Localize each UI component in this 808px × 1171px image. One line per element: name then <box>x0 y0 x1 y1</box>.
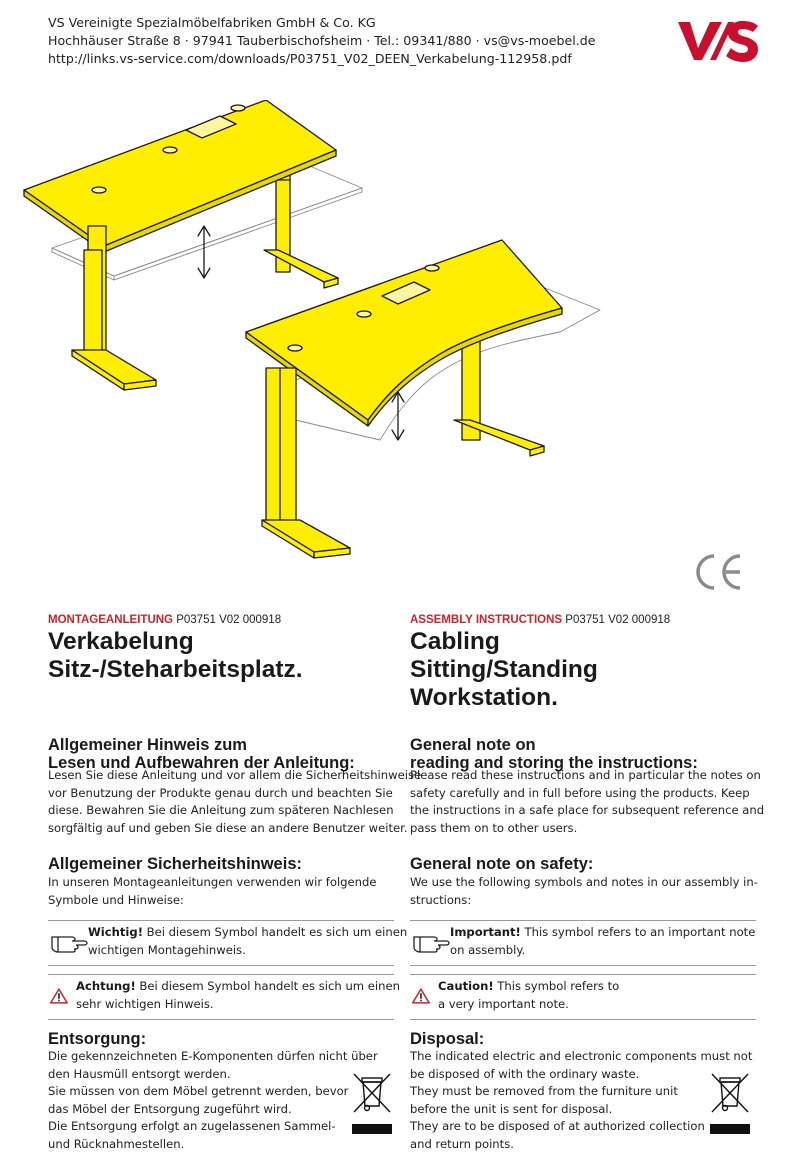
safety-body-de <box>48 874 396 909</box>
body-line: pass them on to other users. <box>410 820 578 835</box>
important-line2: on assembly. <box>450 942 526 957</box>
body-line: Symbole und Hinweise: <box>48 892 184 907</box>
body-line: We use the following symbols and notes in our assembly in- <box>410 875 758 889</box>
body-line: In unseren Montageanleitungen verwenden wir folgende <box>48 875 377 889</box>
desk1-back-leg <box>264 172 338 288</box>
desk2-height-arrow <box>392 392 404 440</box>
ce-mark-icon <box>688 550 748 594</box>
body-line: Die gekennzeichneten E-Komponenten dürfen nicht über <box>48 1049 378 1063</box>
desk1-front-leg <box>72 226 156 390</box>
desk-illustration <box>0 100 808 600</box>
title-line: Verkabelung <box>48 628 194 655</box>
title-line: Workstation. <box>410 684 558 711</box>
important-label: Important! <box>450 925 521 939</box>
caution-text: Bei diesem Symbol handelt es sich um einen <box>135 979 400 993</box>
heading-line: Allgemeiner Hinweis zum <box>48 736 247 754</box>
page-title-de <box>48 628 396 684</box>
body-line: sorgfältig auf und geben Sie diese an andere Benutzer weiter. <box>48 820 408 835</box>
doc-tag-en <box>410 614 670 626</box>
safety-heading-de <box>48 855 396 873</box>
crossed-out-wheelie-bin-icon <box>352 1072 392 1116</box>
body-line: They are to be disposed of at authorized collection <box>410 1119 705 1134</box>
body-line: Please read these instructions and in particular the notes on <box>410 768 761 782</box>
body-line: structions: <box>410 892 472 907</box>
disposal-heading-en <box>410 1030 758 1048</box>
caution-line2: a very important note. <box>438 996 569 1011</box>
caution-line1 <box>438 978 619 996</box>
document-url: http://links.vs-service.com/downloads/P03751_V02_DEEN_Verkabelung-112958.pdf <box>48 51 572 66</box>
company-name: VS Vereinigte Spezialmöbelfabriken GmbH & Co. KG <box>48 15 376 30</box>
important-text: Bei diesem Symbol handelt es sich um einen <box>143 925 408 939</box>
title-line: Cabling <box>410 628 500 655</box>
body-line: Sie müssen von dem Möbel getrennt werden, bevor <box>48 1084 349 1099</box>
important-line2: wichtigen Montagehinweis. <box>88 942 246 957</box>
heading-line: Lesen und Aufbewahren der Anleitung: <box>48 754 355 772</box>
crossed-out-wheelie-bin-icon <box>710 1072 750 1116</box>
important-line1 <box>450 924 755 942</box>
doctype-en: ASSEMBLY INSTRUCTIONS <box>410 614 563 626</box>
body-line: safety carefully and in full before using the products. Keep <box>410 785 750 800</box>
weee-bar <box>352 1124 392 1134</box>
body-line: vor Benutzung der Produkte genau durch und beachten Sie <box>48 785 393 800</box>
caution-line2: sehr wichtigen Hinweis. <box>76 996 214 1011</box>
disposal-heading-de <box>48 1030 396 1048</box>
caution-text: This symbol refers to <box>493 979 620 993</box>
important-note-de <box>48 920 408 966</box>
body-line: before the unit is sent for disposal. <box>410 1101 613 1116</box>
important-line1 <box>88 924 407 942</box>
caution-label: Caution! <box>438 979 494 993</box>
pointing-hand-icon <box>50 931 88 953</box>
disposal-body-de <box>48 1048 396 1154</box>
heading-text: Disposal: <box>410 1030 485 1048</box>
disposal-body-en <box>410 1048 758 1154</box>
heading-text: Entsorgung: <box>48 1030 147 1048</box>
warning-triangle-icon <box>50 984 76 1008</box>
doc-code-de: P03751 V02 000918 <box>176 614 282 626</box>
doctype-de: MONTAGEANLEITUNG <box>48 614 174 626</box>
caution-note-en <box>410 974 756 1020</box>
body-line: and return points. <box>410 1136 514 1151</box>
page-title-en <box>410 628 758 712</box>
title-line: Sitz-/Steharbeitsplatz. <box>48 656 303 683</box>
weee-bar <box>710 1124 750 1134</box>
important-label: Wichtig! <box>88 925 143 939</box>
vs-logo <box>676 18 760 64</box>
important-text: This symbol refers to an important note <box>520 925 756 939</box>
heading-text: Allgemeiner Sicherheitshinweis: <box>48 855 302 873</box>
safety-heading-en <box>410 855 758 873</box>
body-line: Die Entsorgung erfolgt an zugelassenen Sammel- <box>48 1119 336 1134</box>
company-address: Hochhäuser Straße 8 · 97941 Tauberbischofsheim · Tel.: 09341/880 · vs@vs-moebel.de <box>48 33 596 48</box>
important-note-en <box>410 920 756 966</box>
title-line: Sitting/Standing <box>410 656 598 683</box>
body-line: und Rücknahmestellen. <box>48 1136 185 1151</box>
body-line: be disposed of with the ordinary waste. <box>410 1066 640 1081</box>
doc-tag-de <box>48 614 281 626</box>
safety-body-en <box>410 874 758 909</box>
warning-triangle-icon <box>412 984 438 1008</box>
desk1-height-arrow <box>198 226 210 278</box>
heading-line: reading and storing the instructions: <box>410 754 698 772</box>
body-line: They must be removed from the furniture unit <box>410 1084 678 1099</box>
general-body-en <box>410 767 765 837</box>
body-line: diese. Bewahren Sie die Anleitung zum späteren Nachlesen <box>48 803 394 818</box>
body-line: Lesen Sie diese Anleitung und vor allem die Sicherheitshinweise <box>48 768 422 782</box>
body-line: das Möbel der Entsorgung zugeführt wird. <box>48 1101 292 1116</box>
heading-text: General note on safety: <box>410 855 594 873</box>
company-header <box>48 14 596 68</box>
caution-label: Achtung! <box>76 979 136 993</box>
caution-note-de <box>48 974 400 1020</box>
heading-line: General note on <box>410 736 536 754</box>
doc-code-en: P03751 V02 000918 <box>565 614 671 626</box>
body-line: the instructions in a safe place for subsequent reference and <box>410 803 765 818</box>
caution-line1 <box>76 978 400 996</box>
body-line: den Hausmüll entsorgt werden. <box>48 1066 231 1081</box>
pointing-hand-icon <box>412 931 450 953</box>
general-body-de <box>48 767 422 837</box>
body-line: The indicated electric and electronic components must not <box>410 1049 753 1063</box>
